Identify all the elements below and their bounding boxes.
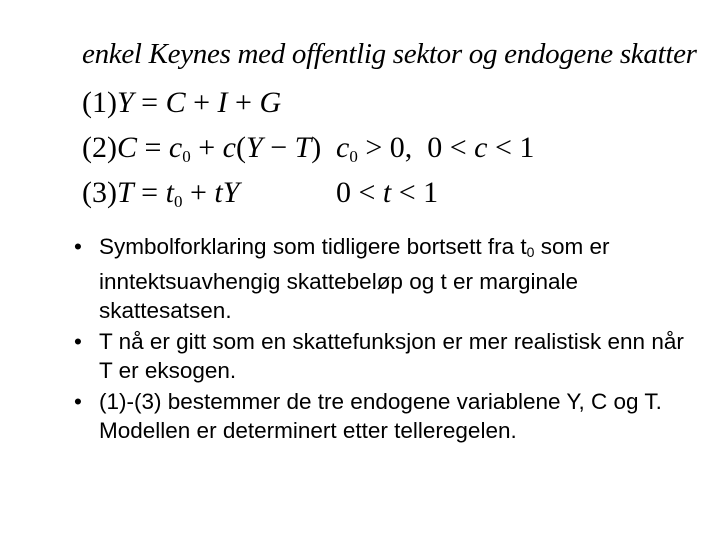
bullet-text: T nå er gitt som en skattefunksjon er mer realistisk enn når T er eksogen. [99,329,684,383]
equation-2 [82,133,321,165]
equation-lhs: C [116,131,137,164]
bullet-icon: • [74,234,82,259]
equation-number: (2) [82,131,117,164]
equation-lhs: T [116,176,134,209]
equation-number: (3) [82,176,117,209]
equation-number: (1) [82,86,117,119]
bullet-item [72,232,692,325]
bullet-icon: • [74,329,82,354]
equation-rhs: = C + I + G [141,86,282,119]
bullet-text: (1)-(3) bestemmer de tre endogene variablene Y, C og T. Modellen er determinert etter telleregelen. [99,389,662,443]
slide-title: enkel Keynes med offentlig sektor og endogene skatter [82,38,697,70]
bullet-icon: • [74,389,82,414]
bullet-list [72,232,692,447]
bullet-item [72,387,692,445]
bullet-item [72,327,692,385]
bullet-text: Symbolforklaring som tidligere bortsett fra $t_0$ som er inntektsuavhengig skattebeløp og t er marginale skattesatsen. [99,234,610,323]
equation-3-condition: 0 < t < 1 [336,176,439,209]
equation-rhs: = $c_0 + c(Y - T)$ [144,131,322,166]
equation-1 [82,88,281,118]
equation-2-condition: $c_0 > 0$, 0 < c < 1 [336,131,535,166]
equation-rhs: = $t_0$ + tY [141,176,240,211]
equation-3 [82,178,239,210]
equation-lhs: Y [116,86,134,119]
